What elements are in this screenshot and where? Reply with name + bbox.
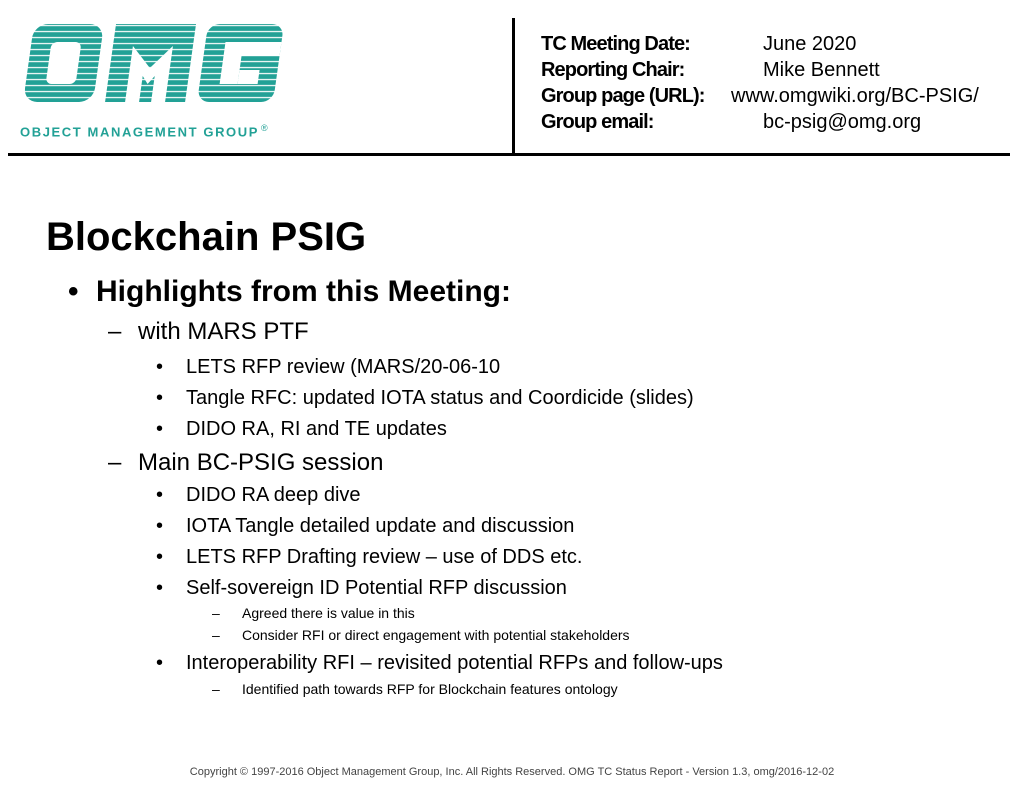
outline-item: • LETS RFP Drafting review – use of DDS etc. bbox=[156, 546, 583, 568]
outline-item: • DIDO RA deep dive bbox=[156, 484, 361, 506]
outline-subitem: – Consider RFI or direct engagement with potential stakeholders bbox=[212, 627, 630, 643]
outline-item: • DIDO RA, RI and TE updates bbox=[156, 418, 447, 440]
meta-value: June 2020 bbox=[763, 33, 857, 55]
omg-logo-mark bbox=[14, 10, 304, 120]
outline-subitem: – Agreed there is value in this bbox=[212, 605, 415, 621]
logo-tagline: OBJECT MANAGEMENT GROUP ® bbox=[20, 123, 270, 140]
meta-value: www.omgwiki.org/BC-PSIG/ bbox=[731, 85, 979, 107]
slide-title: Blockchain PSIG bbox=[46, 215, 367, 259]
outline-group-label: – Main BC-PSIG session bbox=[108, 449, 384, 476]
outline-group-label: – with MARS PTF bbox=[108, 318, 309, 345]
meta-value: Mike Bennett bbox=[763, 59, 880, 81]
outline-item: • Interoperability RFI – revisited potential RFPs and follow-ups bbox=[156, 652, 723, 674]
meta-label: TC Meeting Date: bbox=[541, 33, 690, 55]
outline-item: • LETS RFP review (MARS/20-06-10 bbox=[156, 356, 501, 378]
outline-item: • Tangle RFC: updated IOTA status and Coordicide (slides) bbox=[156, 387, 694, 409]
meta-label: Group page (URL): bbox=[541, 85, 705, 107]
outline-item: • IOTA Tangle detailed update and discussion bbox=[156, 515, 575, 537]
outline-heading: • Highlights from this Meeting: bbox=[68, 275, 511, 308]
meta-value: bc-psig@omg.org bbox=[763, 111, 922, 133]
meta-label: Reporting Chair: bbox=[541, 59, 685, 81]
meta-label: Group email: bbox=[541, 111, 654, 133]
outline-item: • Self-sovereign ID Potential RFP discussion bbox=[156, 577, 567, 599]
copyright-footer: Copyright © 1997-2016 Object Management Group, Inc. All Rights Reserved. OMG TC Status Report - Version 1.3, omg/2016-12-02 bbox=[189, 766, 835, 778]
header-divider-horizontal bbox=[8, 153, 1010, 156]
header-divider-vertical bbox=[512, 18, 515, 155]
registered-mark: ® bbox=[261, 123, 270, 133]
outline-subitem: – Identified path towards RFP for Blockchain features ontology bbox=[212, 681, 618, 697]
omg-logo bbox=[14, 10, 314, 140]
